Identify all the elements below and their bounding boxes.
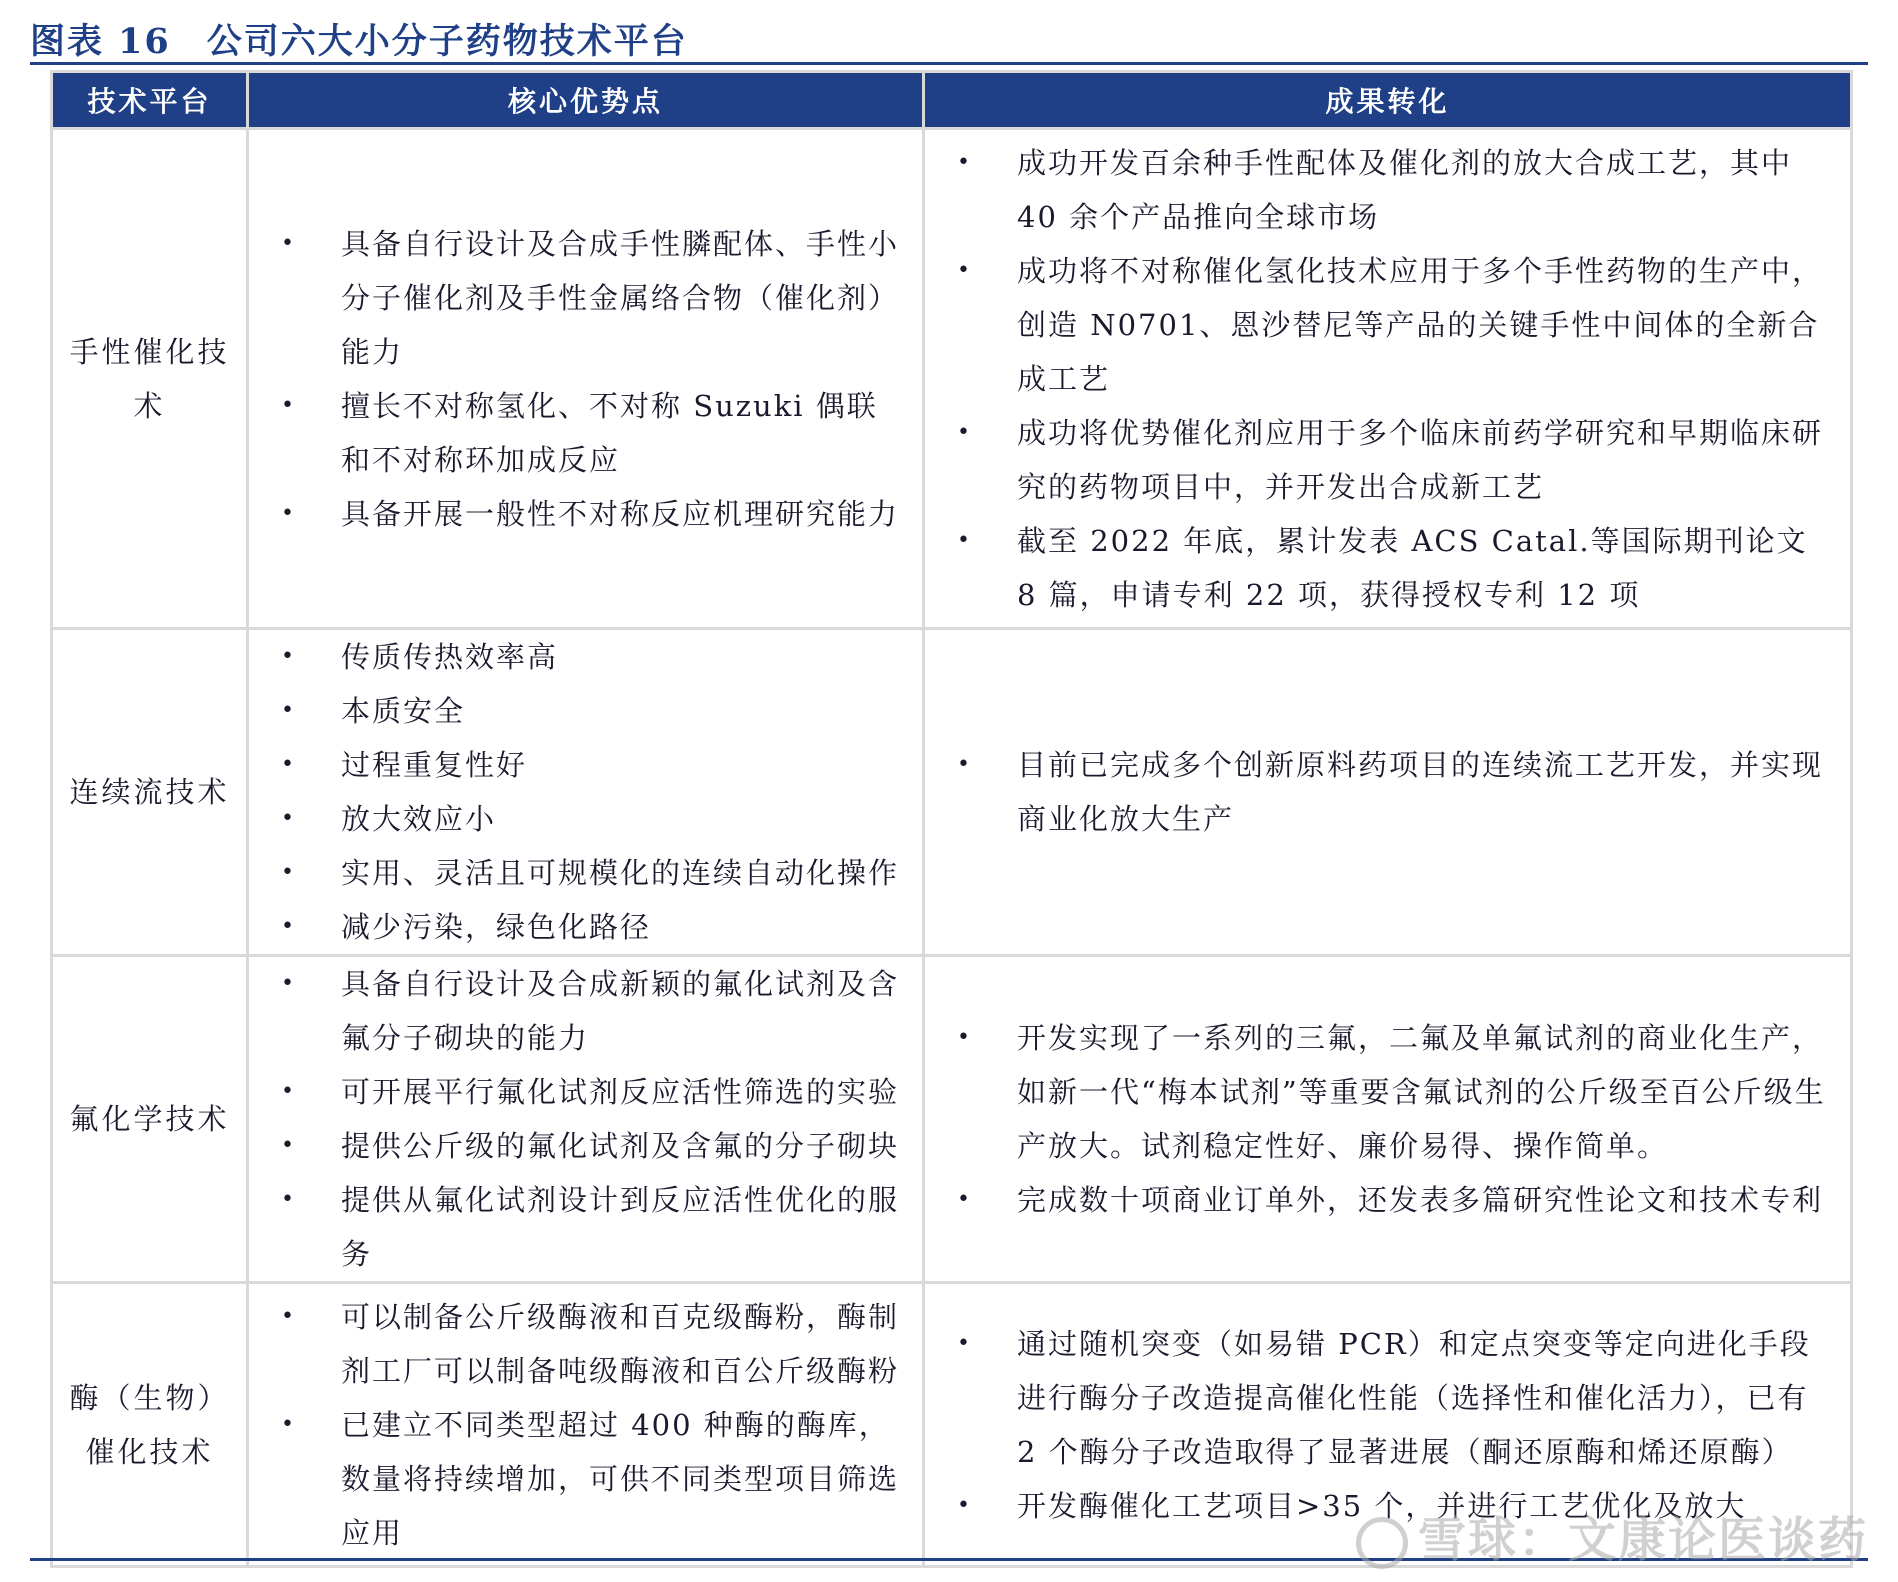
watermark bbox=[1356, 1501, 1868, 1570]
bullet-icon: • bbox=[281, 644, 296, 669]
item-text: 完成数十项商业订单外，还发表多篇研究性论文和技术专利 bbox=[1017, 1183, 1824, 1217]
result-item bbox=[947, 406, 1836, 514]
advantage-item bbox=[271, 957, 908, 1065]
bullet-icon: • bbox=[281, 971, 296, 996]
item-text: 已建立不同类型超过 400 种酶的酶库，数量将持续增加，可供不同类型项目筛选应用 bbox=[341, 1407, 900, 1550]
item-text: 成功将优势催化剂应用于多个临床前药学研究和早期临床研究的药物项目中，并开发出合成新工艺 bbox=[1017, 415, 1824, 504]
bullet-icon: • bbox=[281, 1187, 296, 1212]
item-text: 可以制备公斤级酶液和百克级酶粉，酶制剂工厂可以制备吨级酶液和百公斤级酶粉 bbox=[341, 1299, 900, 1388]
advantage-item bbox=[271, 630, 908, 684]
item-text: 减少污染，绿色化路径 bbox=[341, 910, 652, 944]
advantage-item bbox=[271, 1173, 908, 1281]
advantage-item bbox=[271, 1119, 908, 1173]
item-text: 开发酶催化工艺项目>35 个，并进行工艺优化及放大 bbox=[1017, 1488, 1747, 1523]
bullet-icon: • bbox=[957, 527, 972, 553]
advantages-cell bbox=[248, 1283, 924, 1567]
result-item bbox=[947, 738, 1836, 846]
bullet-icon: • bbox=[281, 1411, 296, 1437]
result-item bbox=[947, 244, 1836, 406]
advantage-item bbox=[271, 1398, 908, 1560]
item-text: 成功开发百余种手性配体及催化剂的放大合成工艺，其中 40 余个产品推向全球市场 bbox=[1017, 145, 1793, 234]
bullet-icon: • bbox=[281, 1303, 296, 1329]
advantage-item bbox=[271, 900, 908, 954]
item-text: 目前已完成多个创新原料药项目的连续流工艺开发，并实现商业化放大生产 bbox=[1017, 748, 1824, 836]
figure-title bbox=[30, 14, 688, 64]
item-text: 提供公斤级的氟化试剂及含氟的分子砌块 bbox=[341, 1129, 900, 1163]
table-body bbox=[52, 129, 1852, 1567]
bullet-icon: • bbox=[957, 149, 972, 175]
table-row bbox=[52, 129, 1852, 629]
bullet-icon: • bbox=[957, 1330, 972, 1356]
header-platform: 技术平台 bbox=[52, 72, 248, 129]
bullet-icon: • bbox=[281, 230, 296, 256]
platform-name: 酶（生物）催化技术 bbox=[52, 1283, 248, 1567]
item-text: 开发实现了一系列的三氟，二氟及单氟试剂的商业化生产，如新一代“梅本试剂”等重要含氟试剂的公斤级至百公斤级生产放大。试剂稳定性好、廉价易得、操作简单。 bbox=[1017, 1021, 1826, 1163]
watermark-text: 雪球：文康论医谈药 bbox=[1417, 1512, 1868, 1568]
bullet-icon: • bbox=[281, 392, 296, 418]
item-text: 具备开展一般性不对称反应机理研究能力 bbox=[341, 496, 900, 531]
item-text: 通过随机突变（如易错 PCR）和定点突变等定向进化手段进行酶分子改造提高催化性能（选择性和催化活力），已有 2 个酶分子改造取得了显著进展（酮还原酶和烯还原酶） bbox=[1017, 1326, 1811, 1469]
advantage-item bbox=[271, 792, 908, 846]
advantages-cell bbox=[248, 629, 924, 956]
item-text: 截至 2022 年底，累计发表 ACS Catal.等国际期刊论文 8 篇，申请专利 22 项，获得授权专利 12 项 bbox=[1017, 523, 1808, 612]
item-text: 可开展平行氟化试剂反应活性筛选的实验 bbox=[341, 1075, 900, 1109]
bullet-icon: • bbox=[281, 1079, 296, 1104]
advantage-item bbox=[271, 487, 908, 541]
item-text: 具备自行设计及合成手性膦配体、手性小分子催化剂及手性金属络合物（催化剂）能力 bbox=[341, 226, 900, 369]
advantages-list bbox=[271, 630, 908, 954]
platform-table bbox=[50, 70, 1853, 1568]
results-list bbox=[947, 738, 1836, 846]
table-header-row bbox=[52, 72, 1852, 129]
table-row bbox=[52, 629, 1852, 956]
results-cell bbox=[924, 129, 1852, 629]
snowball-logo-icon bbox=[1356, 1517, 1408, 1569]
result-item bbox=[947, 1011, 1836, 1173]
results-list bbox=[947, 136, 1836, 622]
advantage-item bbox=[271, 846, 908, 900]
item-text: 具备自行设计及合成新颖的氟化试剂及含氟分子砌块的能力 bbox=[341, 967, 900, 1055]
result-item bbox=[947, 514, 1836, 622]
results-cell bbox=[924, 956, 1852, 1283]
result-item bbox=[947, 136, 1836, 244]
advantage-item bbox=[271, 1065, 908, 1119]
bullet-icon: • bbox=[281, 698, 296, 723]
figure-number: 16 bbox=[118, 21, 171, 62]
figure-caption: 公司六大小分子药物技术平台 bbox=[206, 21, 688, 62]
item-text: 提供从氟化试剂设计到反应活性优化的服务 bbox=[341, 1183, 900, 1271]
advantage-item bbox=[271, 379, 908, 487]
result-item bbox=[947, 1317, 1836, 1479]
results-list bbox=[947, 1011, 1836, 1227]
advantages-list bbox=[271, 1290, 908, 1560]
bullet-icon: • bbox=[281, 914, 296, 939]
header-results: 成果转化 bbox=[924, 72, 1852, 129]
platform-name: 氟化学技术 bbox=[52, 956, 248, 1283]
bullet-icon: • bbox=[281, 806, 296, 831]
result-item bbox=[947, 1173, 1836, 1227]
advantage-item bbox=[271, 1290, 908, 1398]
bullet-icon: • bbox=[957, 257, 972, 283]
bullet-icon: • bbox=[957, 752, 972, 777]
item-text: 本质安全 bbox=[341, 694, 466, 728]
header-advantages: 核心优势点 bbox=[248, 72, 924, 129]
platform-name: 手性催化技术 bbox=[52, 129, 248, 629]
platform-name: 连续流技术 bbox=[52, 629, 248, 956]
bullet-icon: • bbox=[957, 1187, 972, 1212]
bullet-icon: • bbox=[281, 752, 296, 777]
bullet-icon: • bbox=[281, 500, 296, 526]
item-text: 过程重复性好 bbox=[341, 748, 528, 782]
bullet-icon: • bbox=[957, 1025, 972, 1050]
advantages-cell bbox=[248, 956, 924, 1283]
item-text: 传质传热效率高 bbox=[341, 640, 559, 674]
bullet-icon: • bbox=[281, 860, 296, 885]
title-rule bbox=[30, 62, 1868, 65]
bullet-icon: • bbox=[957, 419, 972, 445]
advantage-item bbox=[271, 217, 908, 379]
item-text: 实用、灵活且可规模化的连续自动化操作 bbox=[341, 856, 900, 890]
item-text: 放大效应小 bbox=[341, 802, 497, 836]
results-cell bbox=[924, 629, 1852, 956]
table-row bbox=[52, 956, 1852, 1283]
advantage-item bbox=[271, 738, 908, 792]
figure-label: 图表 bbox=[30, 21, 105, 62]
advantages-list bbox=[271, 957, 908, 1281]
advantages-cell bbox=[248, 129, 924, 629]
bullet-icon: • bbox=[281, 1133, 296, 1158]
item-text: 成功将不对称催化氢化技术应用于多个手性药物的生产中，创造 N0701、恩沙替尼等产品的关键手性中间体的全新合成工艺 bbox=[1017, 253, 1824, 396]
advantages-list bbox=[271, 217, 908, 541]
item-text: 擅长不对称氢化、不对称 Suzuki 偶联和不对称环加成反应 bbox=[341, 388, 878, 477]
bullet-icon: • bbox=[957, 1492, 972, 1518]
advantage-item bbox=[271, 684, 908, 738]
